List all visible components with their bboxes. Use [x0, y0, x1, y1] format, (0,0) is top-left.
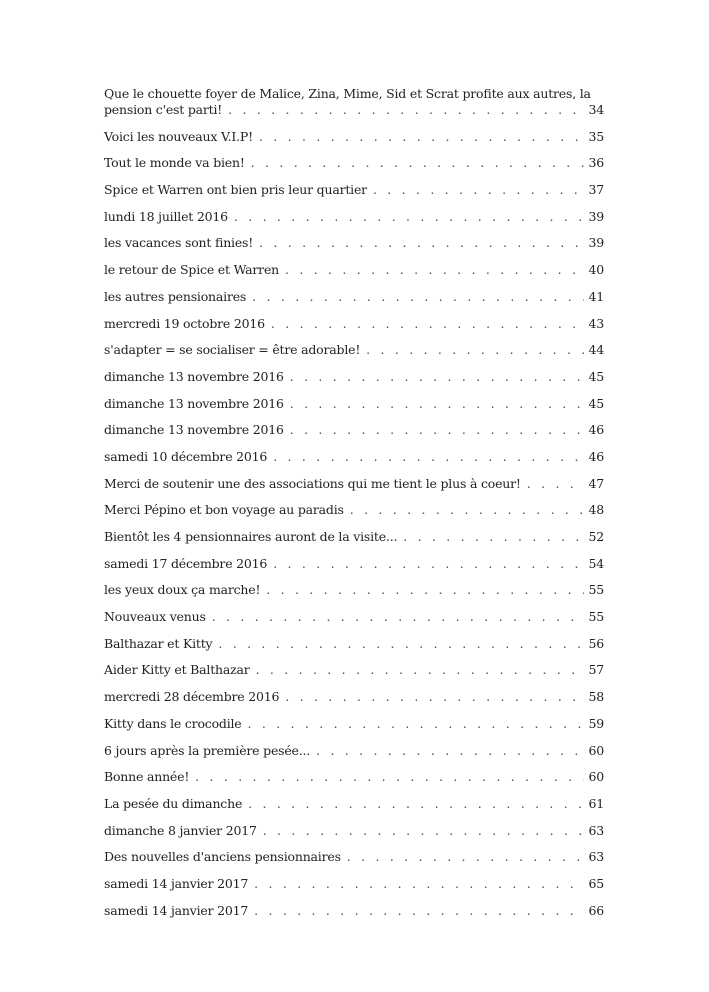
- toc-entry[interactable]: [104, 235, 604, 251]
- toc-entry-title: Kitty dans le crocodile: [104, 715, 242, 731]
- toc-entry[interactable]: [104, 262, 604, 278]
- toc-entry-title: lundi 18 juillet 2016: [104, 208, 228, 224]
- toc-page-number: 63: [588, 822, 604, 838]
- toc-entry-title: Bonne année!: [104, 769, 190, 785]
- toc-page-number: 58: [588, 689, 604, 705]
- toc-page-number: 39: [588, 208, 604, 224]
- table-of-contents: [104, 86, 604, 919]
- toc-entry-title: pension c'est parti!: [104, 102, 223, 117]
- dot-leader: [373, 182, 585, 198]
- toc-entry-title: mercredi 28 décembre 2016: [104, 689, 280, 705]
- toc-page-number: 47: [588, 475, 604, 491]
- toc-entry[interactable]: [104, 582, 604, 598]
- toc-entry-title: La pesée du dimanche: [104, 795, 243, 811]
- toc-page-number: 54: [588, 555, 604, 571]
- toc-entry[interactable]: [104, 903, 604, 919]
- toc-entry[interactable]: [104, 86, 604, 118]
- toc-entry[interactable]: [104, 689, 604, 705]
- toc-entry[interactable]: [104, 849, 604, 865]
- toc-entry-title: dimanche 13 novembre 2016: [104, 422, 284, 438]
- toc-entry-title: Tout le monde va bien!: [104, 155, 245, 171]
- toc-entry-title: Des nouvelles d'anciens pensionnaires: [104, 849, 341, 865]
- toc-entry[interactable]: [104, 636, 604, 652]
- toc-entry-title: Aider Kitty et Balthazar: [104, 662, 250, 678]
- toc-entry[interactable]: [104, 449, 604, 465]
- dot-leader: [254, 876, 584, 892]
- dot-leader: [195, 769, 584, 785]
- dot-leader: [251, 155, 585, 171]
- toc-entry-title: mercredi 19 octobre 2016: [104, 315, 265, 331]
- dot-leader: [290, 369, 585, 385]
- dot-leader: [366, 342, 584, 358]
- toc-page-number: 63: [588, 849, 604, 865]
- dot-leader: [350, 502, 585, 518]
- toc-entry[interactable]: [104, 662, 604, 678]
- dot-leader: [316, 743, 584, 759]
- toc-page-number: 34: [588, 102, 604, 117]
- dot-leader: [248, 796, 584, 812]
- toc-entry-title: samedi 17 décembre 2016: [104, 555, 268, 571]
- dot-leader: [273, 449, 584, 465]
- dot-leader: [290, 422, 585, 438]
- dot-leader: [248, 716, 585, 732]
- toc-entry[interactable]: [104, 769, 604, 785]
- toc-entry-title: s'adapter = se socialiser = être adorable!: [104, 342, 361, 358]
- toc-entry[interactable]: [104, 422, 604, 438]
- toc-page-number: 45: [588, 395, 604, 411]
- toc-entry-title: les autres pensionaires: [104, 288, 247, 304]
- toc-entry-title: les yeux doux ça marche!: [104, 582, 261, 598]
- toc-page-number: 40: [588, 262, 604, 278]
- toc-entry[interactable]: [104, 342, 604, 358]
- toc-page-number: 46: [588, 422, 604, 438]
- dot-leader: [290, 396, 585, 412]
- toc-page-number: 41: [588, 288, 604, 304]
- toc-page-number: 35: [588, 128, 604, 144]
- toc-entry-title: les vacances sont finies!: [104, 235, 254, 251]
- toc-entry[interactable]: [104, 556, 604, 572]
- toc-page-number: 52: [588, 529, 604, 544]
- toc-entry[interactable]: [104, 369, 604, 385]
- toc-entry[interactable]: [104, 182, 604, 198]
- toc-page-number: 37: [588, 182, 604, 198]
- toc-entry-title: samedi 14 janvier 2017: [104, 902, 249, 918]
- toc-entry-title-line: Que le chouette foyer de Malice, Zina, Mime, Sid et Scrat profite aux autres, la: [104, 86, 591, 101]
- dot-leader: [285, 689, 584, 705]
- toc-entry-title: dimanche 13 novembre 2016: [104, 395, 284, 411]
- toc-entry[interactable]: [104, 129, 604, 145]
- toc-page-number: 46: [588, 448, 604, 464]
- dot-leader: [256, 662, 585, 678]
- dot-leader: [263, 823, 585, 839]
- dot-leader: [254, 903, 584, 919]
- toc-page-number: 39: [588, 235, 604, 251]
- dot-leader: [228, 102, 584, 118]
- toc-page-number: 55: [588, 582, 604, 598]
- dot-leader: [271, 316, 585, 332]
- dot-leader: [259, 235, 584, 251]
- toc-entry[interactable]: [104, 155, 604, 171]
- dot-leader: [218, 636, 584, 652]
- toc-entry[interactable]: [104, 609, 604, 625]
- toc-page-number: 66: [588, 902, 604, 918]
- toc-entry[interactable]: [104, 876, 604, 892]
- dot-leader: [266, 582, 584, 598]
- toc-page-number: 45: [588, 368, 604, 384]
- dot-leader: [347, 849, 585, 865]
- toc-entry[interactable]: [104, 502, 604, 518]
- toc-entry-title: Balthazar et Kitty: [104, 635, 213, 651]
- dot-leader: [285, 262, 584, 278]
- dot-leader: [212, 609, 585, 625]
- toc-entry-title: le retour de Spice et Warren: [104, 262, 280, 278]
- toc-entry-title: 6 jours après la première pesée...: [104, 742, 311, 758]
- toc-entry[interactable]: [104, 823, 604, 839]
- toc-entry-title: samedi 14 janvier 2017: [104, 875, 249, 891]
- toc-page-number: 36: [588, 155, 604, 171]
- toc-entry-title: dimanche 8 janvier 2017: [104, 822, 257, 838]
- dot-leader: [403, 529, 584, 545]
- dot-leader: [259, 129, 585, 145]
- toc-page-number: 56: [588, 635, 604, 651]
- toc-page-number: 48: [588, 502, 604, 518]
- toc-entry[interactable]: [104, 476, 604, 492]
- toc-entry-title: dimanche 13 novembre 2016: [104, 368, 284, 384]
- toc-page-number: 60: [588, 769, 604, 785]
- toc-entry-title: Merci de soutenir une des associations qui me tient le plus à coeur!: [104, 475, 521, 491]
- toc-entry[interactable]: [104, 716, 604, 732]
- toc-page-number: 60: [588, 742, 604, 758]
- toc-entry[interactable]: [104, 743, 604, 759]
- toc-page-number: 61: [588, 795, 604, 811]
- toc-page-number: 59: [588, 715, 604, 731]
- dot-leader: [527, 476, 585, 492]
- toc-page-number: 44: [588, 342, 604, 358]
- toc-entry[interactable]: [104, 289, 604, 305]
- dot-leader: [234, 209, 585, 225]
- toc-entry-title: Bientôt les 4 pensionnaires auront de la visite...: [104, 529, 398, 544]
- dot-leader: [273, 556, 584, 572]
- toc-page-number: 55: [588, 609, 604, 625]
- toc-page-number: 65: [588, 875, 604, 891]
- dot-leader: [252, 289, 584, 305]
- toc-entry[interactable]: [104, 209, 604, 225]
- toc-entry[interactable]: [104, 796, 604, 812]
- toc-entry-title: Voici les nouveaux V.I.P!: [104, 128, 253, 144]
- toc-entry-title: Merci Pépino et bon voyage au paradis: [104, 502, 344, 518]
- toc-page-number: 43: [588, 315, 604, 331]
- toc-entry[interactable]: [104, 529, 604, 545]
- toc-entry-title: samedi 10 décembre 2016: [104, 448, 268, 464]
- toc-entry-title: Nouveaux venus: [104, 609, 206, 625]
- toc-entry[interactable]: [104, 396, 604, 412]
- toc-page-number: 57: [588, 662, 604, 678]
- toc-entry-title: Spice et Warren ont bien pris leur quartier: [104, 182, 367, 198]
- toc-entry[interactable]: [104, 316, 604, 332]
